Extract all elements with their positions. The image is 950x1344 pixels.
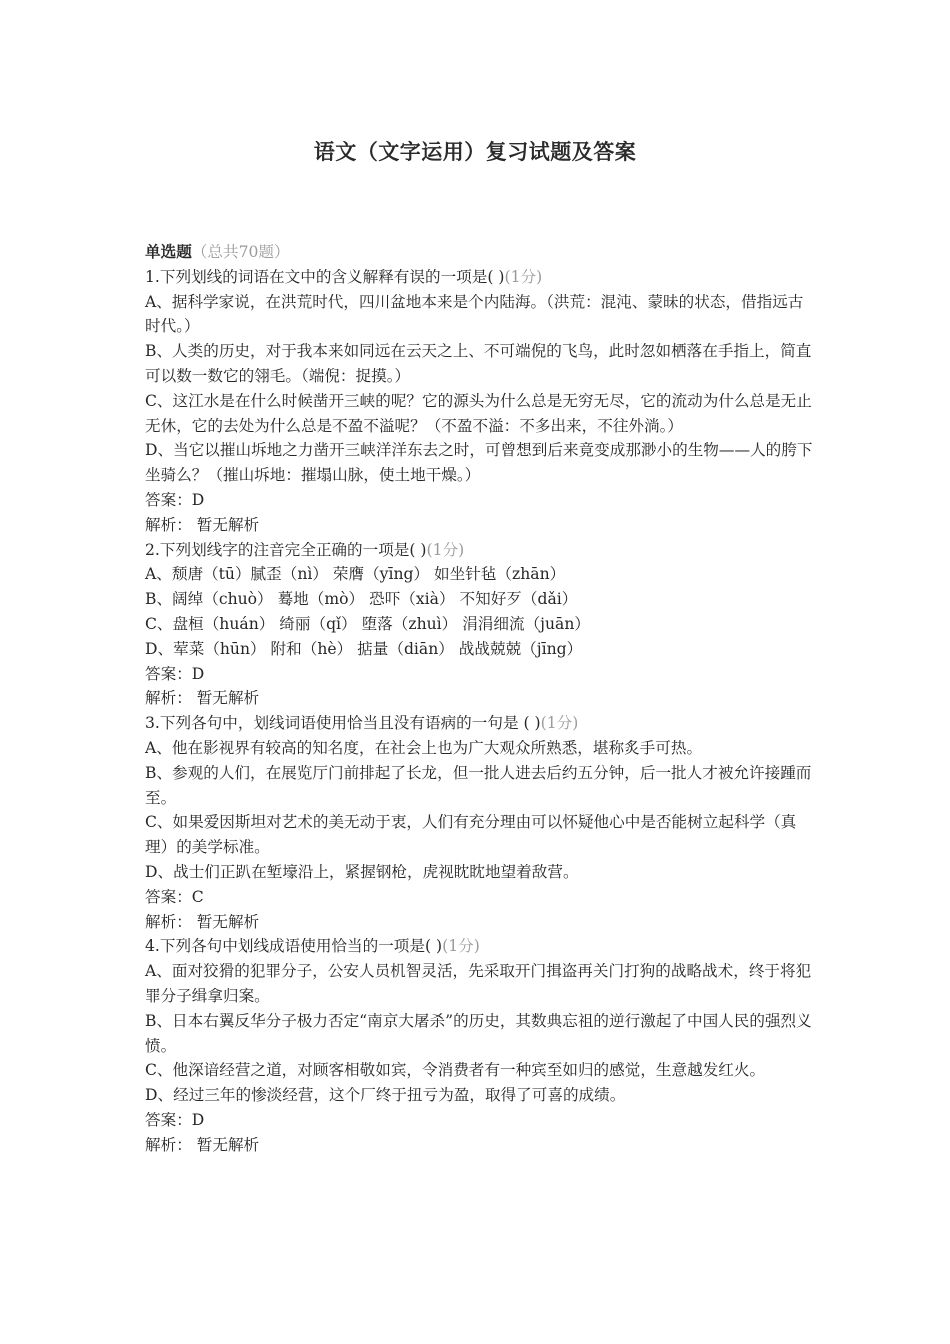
answer-line — [145, 662, 815, 687]
document-title: 语文（文字运用）复习试题及答案 — [313, 140, 637, 164]
question-score: (1分) — [540, 714, 579, 733]
analysis-value: 暂无解析 — [191, 912, 260, 931]
question-stem — [145, 538, 815, 563]
analysis-line — [145, 910, 815, 935]
answer-line — [145, 488, 815, 513]
option-b: B、日本右翼反华分子极力否定“南京大屠杀”的历史，其数典忘祖的逆行激起了中国人民的强烈义愤。 — [145, 1011, 812, 1055]
analysis-value: 暂无解析 — [191, 689, 260, 708]
option-d: D、当它以摧山坼地之力凿开三峡洋洋东去之时，可曾想到后来竟变成那渺小的生物——人的胯下坐骑么？（摧山坼地：摧塌山脉，使土地干燥。） — [145, 441, 813, 485]
question-score: (1分) — [442, 937, 480, 956]
option-d: D、荤菜（hūn） 附和（hè） 掂量（diān） 战战兢兢（jīng） — [145, 639, 583, 658]
question-4 — [145, 934, 815, 1157]
analysis-value: 暂无解析 — [191, 515, 260, 534]
option-a: A、他在影视界有较高的知名度，在社会上也为广大观众所熟悉，堪称炙手可热。 — [145, 738, 703, 757]
answer-value: C — [191, 887, 204, 906]
option-c: C、他深谙经营之道，对顾客相敬如宾，令消费者有一种宾至如归的感觉，生意越发红火。 — [145, 1061, 766, 1080]
option-c: C、盘桓（huán） 绮丽（qǐ） 堕落（zhuì） 涓涓细流（juān） — [145, 614, 590, 633]
section-count-note: （总共70题） — [191, 243, 290, 261]
option-a: A、颓唐（tū）腻歪（nì） 荣膺（yīng） 如坐针毡（zhān） — [145, 565, 566, 584]
option-b: B、参观的人们，在展览厅门前排起了长龙，但一批人进去后约五分钟，后一批人才被允许接踵而至。 — [145, 763, 812, 807]
analysis-line — [145, 513, 815, 538]
option-b: B、阔绰（chuò） 蓦地（mò） 恐吓（xià） 不知好歹（dǎi） — [145, 590, 578, 609]
option-d: D、战士们正趴在堑壕沿上，紧握钢枪，虎视眈眈地望着敌营。 — [145, 862, 579, 881]
answer-prefix: 答案： — [145, 490, 192, 509]
question-stem-text: 2.下列划线字的注音完全正确的一项是( ) — [145, 540, 427, 559]
question-score: (1分) — [504, 267, 543, 286]
analysis-prefix: 解析： — [145, 689, 192, 708]
option-c: C、如果爱因斯坦对艺术的美无动于衷，人们有充分理由可以怀疑他心中是否能树立起科学（真理）的美学标准。 — [145, 813, 797, 857]
question-3 — [145, 711, 815, 934]
answer-prefix: 答案： — [145, 887, 192, 906]
option-d: D、经过三年的惨淡经营，这个厂终于扭亏为盈，取得了可喜的成绩。 — [145, 1086, 626, 1105]
question-1 — [145, 265, 815, 538]
analysis-prefix: 解析： — [145, 515, 192, 534]
answer-prefix: 答案： — [145, 664, 192, 683]
section-label: 单选题 — [145, 243, 192, 261]
option-a: A、据科学家说，在洪荒时代，四川盆地本来是个内陆海。（洪荒：混沌、蒙昧的状态，借指远古时代。） — [145, 292, 804, 336]
section-heading — [145, 240, 815, 265]
option-b: B、人类的历史，对于我本来如同远在云天之上、不可端倪的飞鸟，此时忽如栖落在手指上，简直可以数一数它的翎毛。（端倪：捉摸。） — [145, 342, 812, 385]
document-body — [145, 240, 815, 1157]
answer-value: D — [191, 1110, 205, 1129]
answer-value: D — [191, 664, 205, 683]
answer-line — [145, 1108, 815, 1133]
answer-prefix: 答案： — [145, 1110, 192, 1129]
answer-value: D — [191, 490, 205, 509]
question-score: (1分) — [426, 540, 465, 559]
analysis-line — [145, 1133, 815, 1158]
question-2 — [145, 538, 815, 712]
answer-line — [145, 885, 815, 910]
question-stem — [145, 711, 815, 736]
question-stem-text: 3.下列各句中，划线词语使用恰当且没有语病的一句是 ( ) — [145, 714, 541, 733]
option-a: A、面对狡猾的犯罪分子，公安人员机智灵活，先采取开门揖盗再关门打狗的战略战术，终于将犯罪分子缉拿归案。 — [145, 962, 812, 1005]
analysis-line — [145, 686, 815, 711]
question-stem — [145, 934, 815, 959]
analysis-prefix: 解析： — [145, 1135, 192, 1154]
option-c: C、这江水是在什么时候凿开三峡的呢？它的源头为什么总是无穷无尽，它的流动为什么总是无止无休，它的去处为什么总是不盈不溢呢？（不盈不溢：不多出来，不往外淌。） — [145, 391, 812, 435]
analysis-prefix: 解析： — [145, 912, 192, 931]
analysis-value: 暂无解析 — [191, 1135, 260, 1154]
question-stem — [145, 265, 815, 290]
question-stem-text: 1.下列划线的词语在文中的含义解释有误的一项是( ) — [145, 267, 505, 286]
question-stem-text: 4.下列各句中划线成语使用恰当的一项是( ) — [145, 937, 443, 956]
